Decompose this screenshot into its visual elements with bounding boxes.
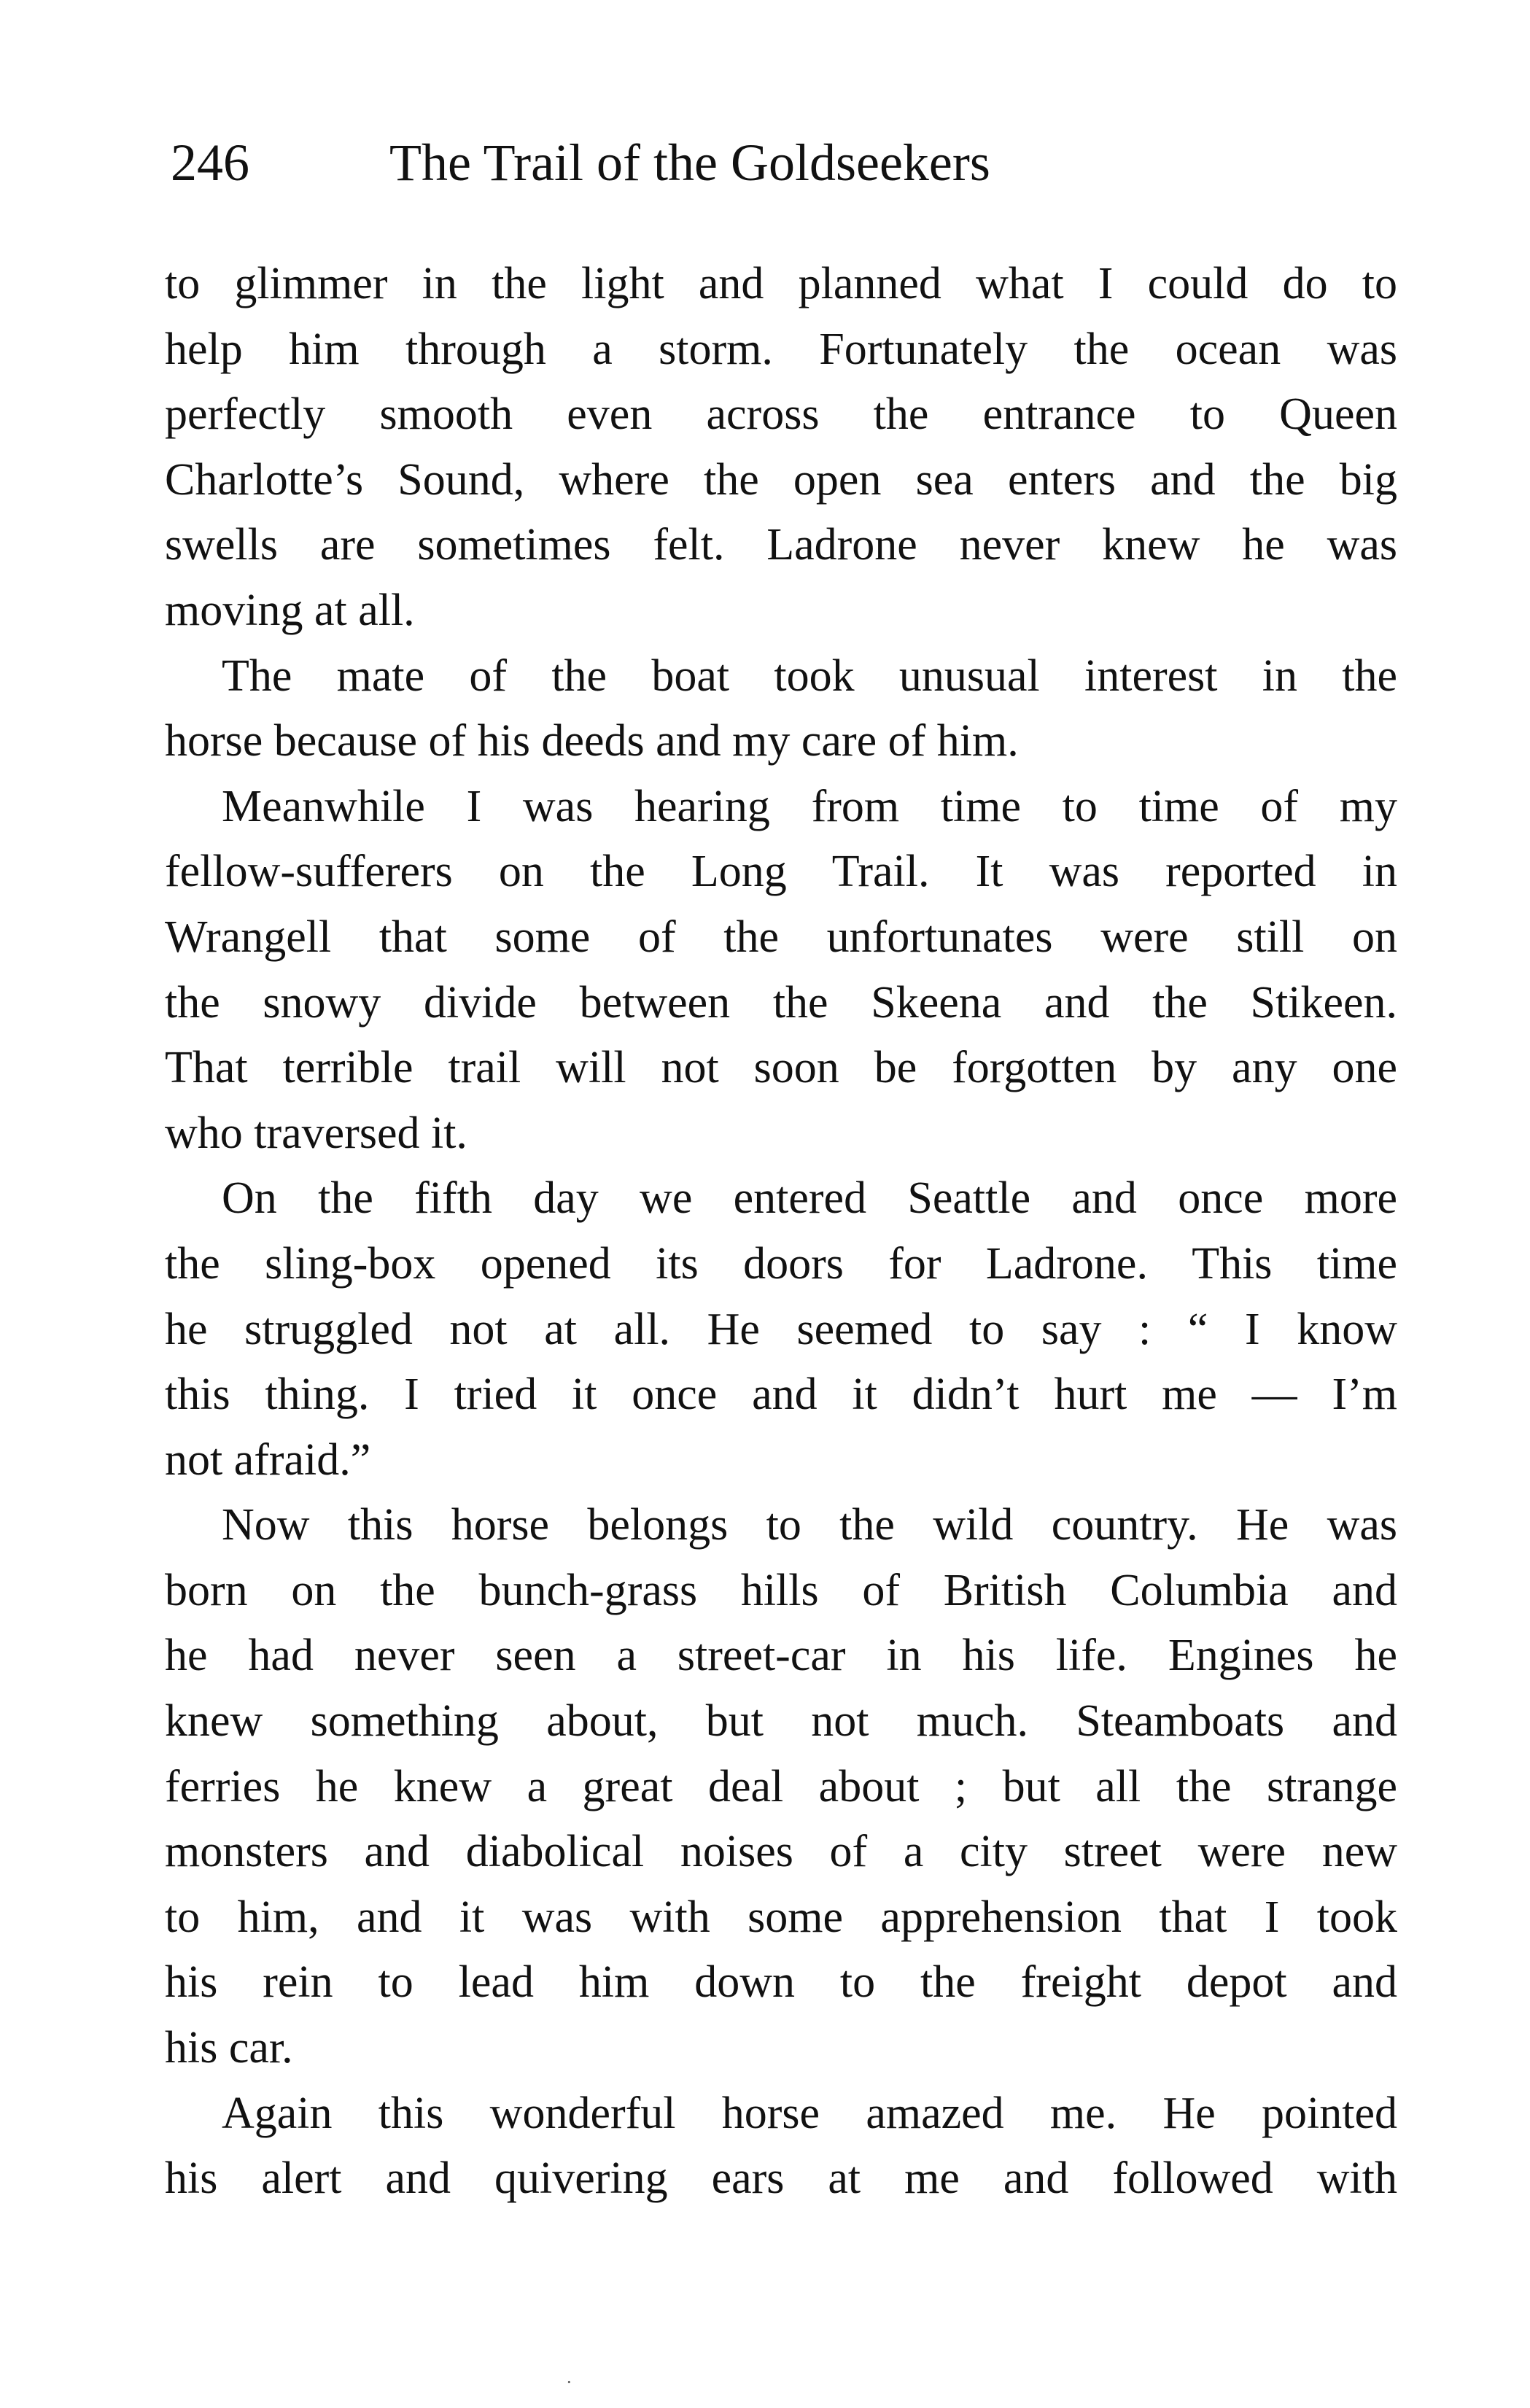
text-line: monsters and diabolical noises of a city street were new — [165, 1827, 1397, 1877]
text-line: moving at all. — [165, 585, 415, 635]
text-line: born on the bunch-grass hills of British Columbia and — [165, 1565, 1397, 1615]
text-line: horse because of his deeds and my care of him. — [165, 716, 1019, 766]
text-line: Charlotte’s Sound, where the open sea enters and the big — [165, 454, 1397, 505]
text-line: to glimmer in the light and planned what I could do to — [165, 259, 1397, 308]
text-line: help him through a storm. Fortunately the ocean was — [165, 324, 1397, 374]
text-line: the sling-box opened its doors for Ladrone. This time — [165, 1238, 1397, 1289]
page-number: 246 — [171, 133, 249, 192]
text-line: That terrible trail will not soon be forgotten by any one — [165, 1043, 1397, 1093]
text-line: ferries he knew a great deal about ; but all the strange — [165, 1761, 1397, 1811]
text-line: he struggled not at all. He seemed to say : “ I know — [165, 1304, 1397, 1354]
text-line: his car. — [165, 2023, 293, 2073]
text-line: Now this horse belongs to the wild country. He was — [222, 1500, 1397, 1550]
running-title: The Trail of the Goldseekers — [389, 133, 990, 192]
text-line: Meanwhile I was hearing from time to time of my — [222, 781, 1397, 831]
text-line: On the fifth day we entered Seattle and once more — [222, 1173, 1397, 1224]
text-line: to him, and it was with some apprehension that I took — [165, 1892, 1397, 1942]
text-line: his rein to lead him down to the freight depot and — [165, 1957, 1397, 2008]
body-text — [165, 252, 1397, 2212]
running-head — [171, 123, 1396, 203]
text-line: the snowy divide between the Skeena and the Stikeen. — [165, 977, 1397, 1028]
text-line: who traversed it. — [165, 1108, 467, 1158]
text-line: not afraid.” — [165, 1434, 371, 1485]
text-line: knew something about, but not much. Steamboats and — [165, 1696, 1397, 1747]
text-line: this thing. I tried it once and it didn’t hurt me — I’m — [165, 1370, 1397, 1420]
text-line: fellow-sufferers on the Long Trail. It was reported in — [165, 847, 1397, 897]
text-line: his alert and quivering ears at me and followed with — [165, 2153, 1397, 2204]
paper-speck: · — [566, 2372, 572, 2393]
text-line: Again this wonderful horse amazed me. He pointed — [222, 2088, 1397, 2138]
text-line: perfectly smooth even across the entrance to Queen — [165, 389, 1397, 440]
text-line: he had never seen a street-car in his life. Engines he — [165, 1631, 1397, 1681]
text-line: Wrangell that some of the unfortunates were still on — [165, 912, 1397, 962]
text-line: swells are sometimes felt. Ladrone never knew he was — [165, 520, 1397, 570]
text-line: The mate of the boat took unusual interest in the — [222, 650, 1397, 701]
